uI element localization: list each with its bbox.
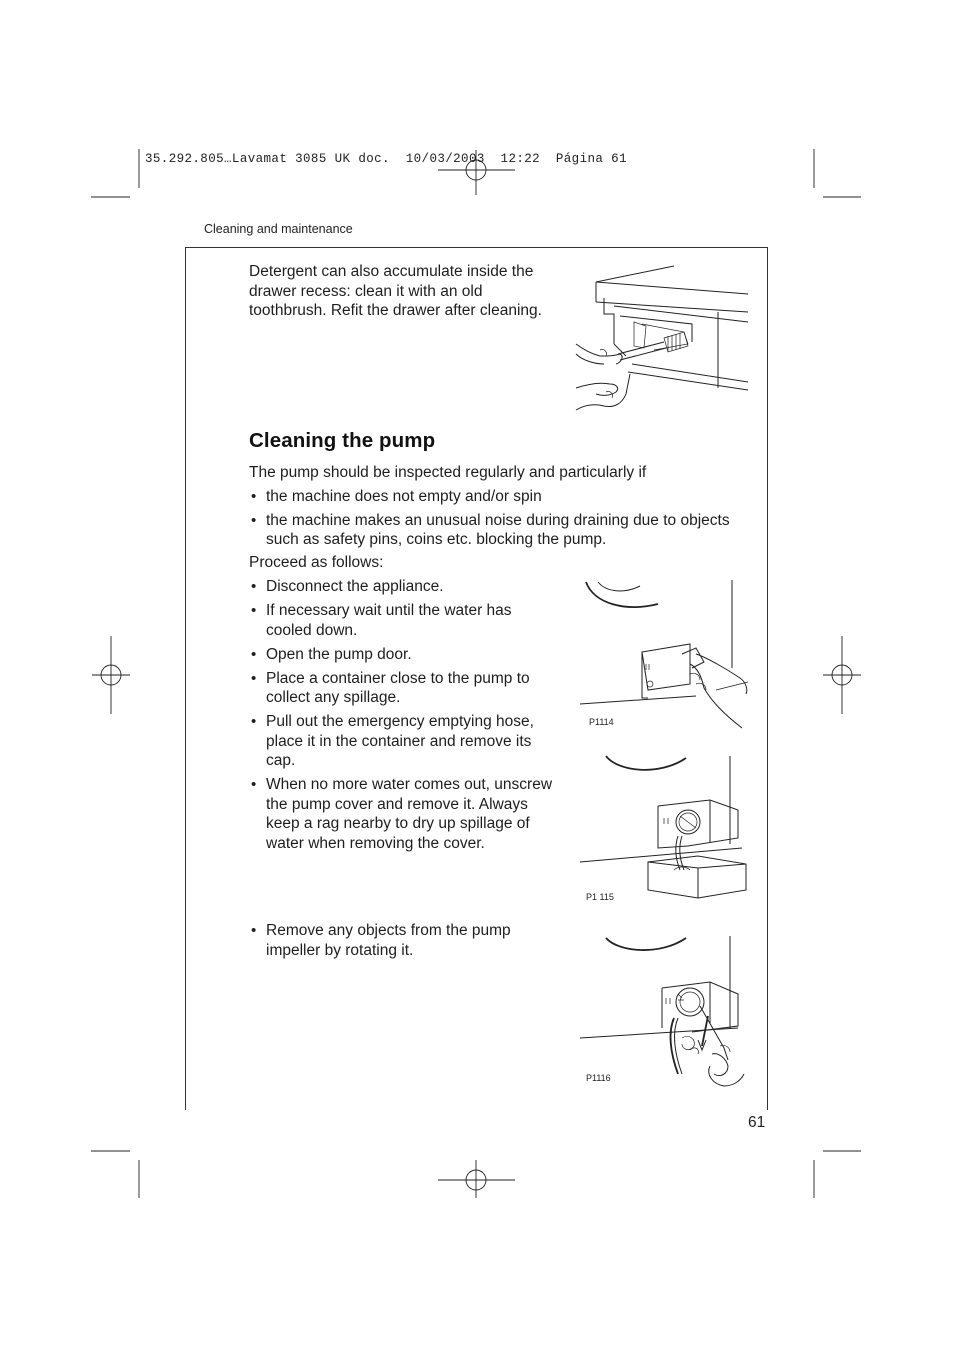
figure-label: P1114 — [589, 717, 614, 727]
list-item: • the machine does not empty and/or spin — [249, 487, 749, 507]
figure-label: P1 115 — [586, 892, 614, 902]
section-label: Cleaning and maintenance — [204, 222, 353, 236]
list-item: • Open the pump door. — [249, 645, 554, 665]
final-step-list — [249, 921, 549, 960]
frame-left-rule — [185, 247, 186, 1110]
emptying-hose-illustration — [578, 752, 748, 902]
intro-paragraph: Detergent can also accumulate inside the drawer recess: clean it with an old toothbrush. Refit the drawer after cleaning. — [249, 263, 542, 319]
frame-right-rule — [767, 247, 768, 1110]
lead-block — [249, 463, 749, 550]
list-item: • Pull out the emergency emptying hose, place it in the container and remove its cap. — [249, 712, 554, 771]
pump-door-illustration — [578, 578, 748, 738]
list-item: • Disconnect the appliance. — [249, 577, 554, 597]
list-item: • the machine makes an unusual noise during draining due to objects such as safety pins, coins etc. blocking the pump. — [249, 511, 749, 550]
frame-top-rule — [185, 247, 768, 248]
steps-list — [249, 577, 554, 858]
lead-paragraph: The pump should be inspected regularly and particularly if — [249, 464, 647, 481]
list-item: • When no more water comes out, unscrew the pump cover and remove it. Always keep a rag nearby to dry up spillage of water when removing the cover. — [249, 775, 554, 853]
page-number: 61 — [748, 1114, 766, 1131]
figure-label: P1116 — [586, 1073, 611, 1083]
section-heading: Cleaning the pump — [249, 429, 436, 452]
list-item: • Place a container close to the pump to collect any spillage. — [249, 669, 554, 708]
print-slug-line: 35.292.805…Lavamat 3085 UK doc. 10/03/2003 12:22 Página 61 — [145, 152, 627, 166]
proceed-label: Proceed as follows: — [249, 554, 384, 571]
drawer-toothbrush-illustration — [574, 264, 754, 414]
pump-impeller-illustration — [578, 934, 748, 1094]
list-item: • If necessary wait until the water has cooled down. — [249, 601, 554, 640]
list-item: • Remove any objects from the pump impeller by rotating it. — [249, 921, 549, 960]
conditions-list — [249, 487, 749, 550]
